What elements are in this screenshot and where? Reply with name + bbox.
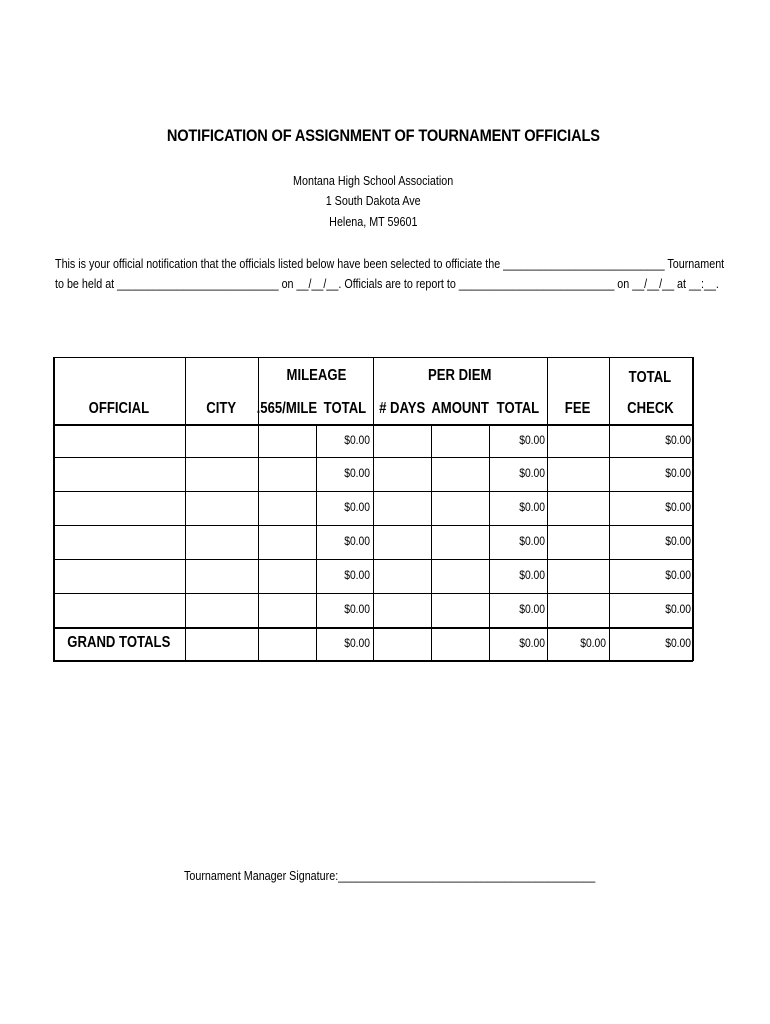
per-diem-total-value: $0.00 xyxy=(519,534,545,548)
mileage-total-value: $0.00 xyxy=(344,602,370,616)
city-cell[interactable] xyxy=(186,594,257,626)
days-cell[interactable] xyxy=(374,594,430,626)
mileage-total-value: $0.00 xyxy=(344,534,370,548)
notice-line-1: This is your official notification that the officials listed below have been selected to officiate the ___________________________ Tournament xyxy=(55,257,725,271)
fee-cell[interactable] xyxy=(548,492,608,524)
mileage-total-value: $0.00 xyxy=(344,433,370,447)
mileage-total-value: $0.00 xyxy=(344,466,370,480)
total-check-value: $0.00 xyxy=(665,534,691,548)
official-cell[interactable] xyxy=(54,594,184,626)
fee-cell[interactable] xyxy=(548,526,608,558)
official-cell[interactable] xyxy=(54,492,184,524)
per-diem-group-header: PER DIEM xyxy=(428,367,492,384)
notice-line-2: to be held at ___________________________ on __/__/__. Officials are to report to __________________________ on __/__/__ at __:__. xyxy=(55,277,719,291)
city-address: Helena, MT 59601 xyxy=(328,215,418,229)
city-cell[interactable] xyxy=(186,526,257,558)
grand-fee-total: $0.00 xyxy=(580,636,606,650)
days-cell[interactable] xyxy=(374,425,430,456)
official-column-header: OFFICIAL xyxy=(88,400,150,417)
per-diem-total-value: $0.00 xyxy=(519,602,545,616)
document-title: NOTIFICATION OF ASSIGNMENT OF TOURNAMENT OFFICIALS xyxy=(166,126,600,145)
total-check-value: $0.00 xyxy=(665,466,691,480)
official-cell[interactable] xyxy=(54,560,184,592)
per-diem-total-value: $0.00 xyxy=(519,466,545,480)
grand-check-total: $0.00 xyxy=(665,636,691,650)
mileage-total-value: $0.00 xyxy=(344,500,370,514)
per-diem-total-value: $0.00 xyxy=(519,568,545,582)
days-cell[interactable] xyxy=(374,526,430,558)
days-cell[interactable] xyxy=(374,492,430,524)
days-column-header: # DAYS xyxy=(378,400,426,417)
amount-column-header: AMOUNT xyxy=(431,400,489,417)
total-check-header-top: TOTAL xyxy=(628,369,672,386)
official-cell[interactable] xyxy=(54,458,184,490)
manager-signature-line[interactable]: Tournament Manager Signature:___________________________________________ xyxy=(184,869,596,883)
days-cell[interactable] xyxy=(374,560,430,592)
city-cell[interactable] xyxy=(186,458,257,490)
mileage-total-value: $0.00 xyxy=(344,568,370,582)
org-name: Montana High School Association xyxy=(292,174,454,188)
street-address: 1 South Dakota Ave xyxy=(325,194,421,208)
mileage-total-column-header: TOTAL xyxy=(323,400,367,417)
days-cell[interactable] xyxy=(374,458,430,490)
city-column-header: CITY xyxy=(206,400,236,417)
city-cell[interactable] xyxy=(186,560,257,592)
total-check-value: $0.00 xyxy=(665,433,691,447)
mileage-rate-column-header: .565/MILE xyxy=(256,400,318,417)
total-check-value: $0.00 xyxy=(665,500,691,514)
mileage-group-header: MILEAGE xyxy=(286,367,346,384)
fee-cell[interactable] xyxy=(548,425,608,456)
fee-column-header: FEE xyxy=(565,400,591,417)
fee-cell[interactable] xyxy=(548,560,608,592)
grand-mileage-total: $0.00 xyxy=(344,636,370,650)
total-check-value: $0.00 xyxy=(665,568,691,582)
city-cell[interactable] xyxy=(186,425,257,456)
per-diem-total-column-header: TOTAL xyxy=(496,400,540,417)
total-check-column-header: CHECK xyxy=(626,400,674,417)
per-diem-total-value: $0.00 xyxy=(519,500,545,514)
official-cell[interactable] xyxy=(54,526,184,558)
official-cell[interactable] xyxy=(54,425,184,456)
fee-cell[interactable] xyxy=(548,594,608,626)
per-diem-total-value: $0.00 xyxy=(519,433,545,447)
city-cell[interactable] xyxy=(186,492,257,524)
grand-totals-label: GRAND TOTALS xyxy=(67,634,171,651)
grand-per-diem-total: $0.00 xyxy=(519,636,545,650)
fee-cell[interactable] xyxy=(548,458,608,490)
total-check-value: $0.00 xyxy=(665,602,691,616)
